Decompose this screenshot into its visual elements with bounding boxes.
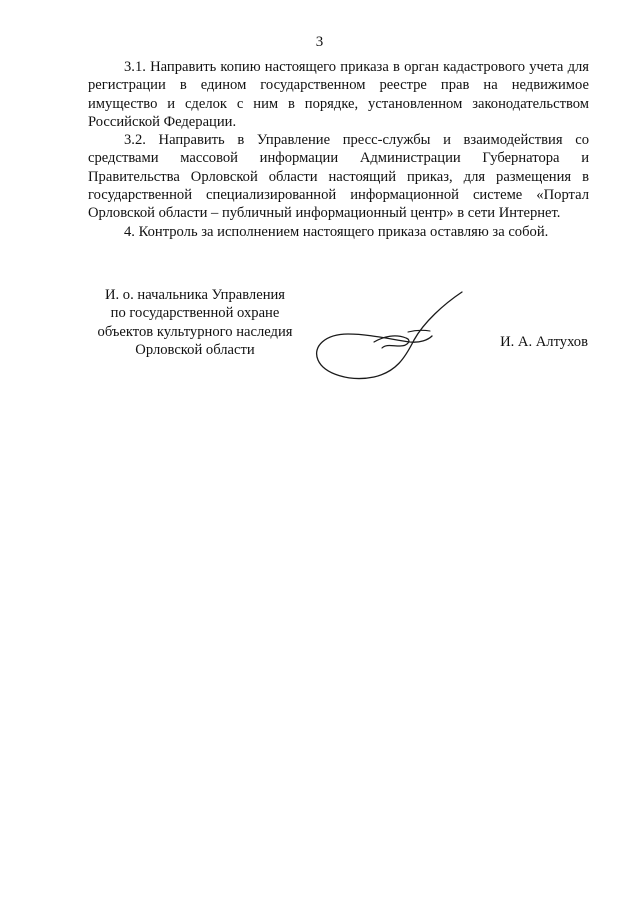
position-line: И. о. начальника Управления xyxy=(104,287,286,303)
position-line: объектов культурного наследия xyxy=(97,323,293,340)
position-line: по государственной охране xyxy=(110,305,280,322)
position-line: Орловской области xyxy=(135,341,255,358)
signature-block xyxy=(0,280,639,390)
paragraph-3-2: 3.2. Направить в Управление пресс-службы и взаимодействия со средствами массовой информации Администрации Губернатора и Правительства Орловской области настоящий приказ, для размещения в государственной специализированной информационной системе «Портал Орловской области – публичный информационный центр» в сети Интернет. xyxy=(88,132,589,222)
page-number: 3 xyxy=(315,34,324,50)
signatory-position xyxy=(80,286,310,359)
paragraph-3-1: 3.1. Направить копию настоящего приказа в орган кадастрового учета для регистрации в едином государственном реестре прав на недвижимое имущество и сделок с ним в порядке, установленном законодательством Российской Федерации. xyxy=(88,59,589,130)
paragraph-4: 4. Контроль за исполнением настоящего приказа оставляю за собой. xyxy=(124,223,549,240)
document-body xyxy=(88,58,589,241)
handwritten-signature-icon xyxy=(312,288,472,388)
signatory-name: И. А. Алтухов xyxy=(500,334,588,350)
